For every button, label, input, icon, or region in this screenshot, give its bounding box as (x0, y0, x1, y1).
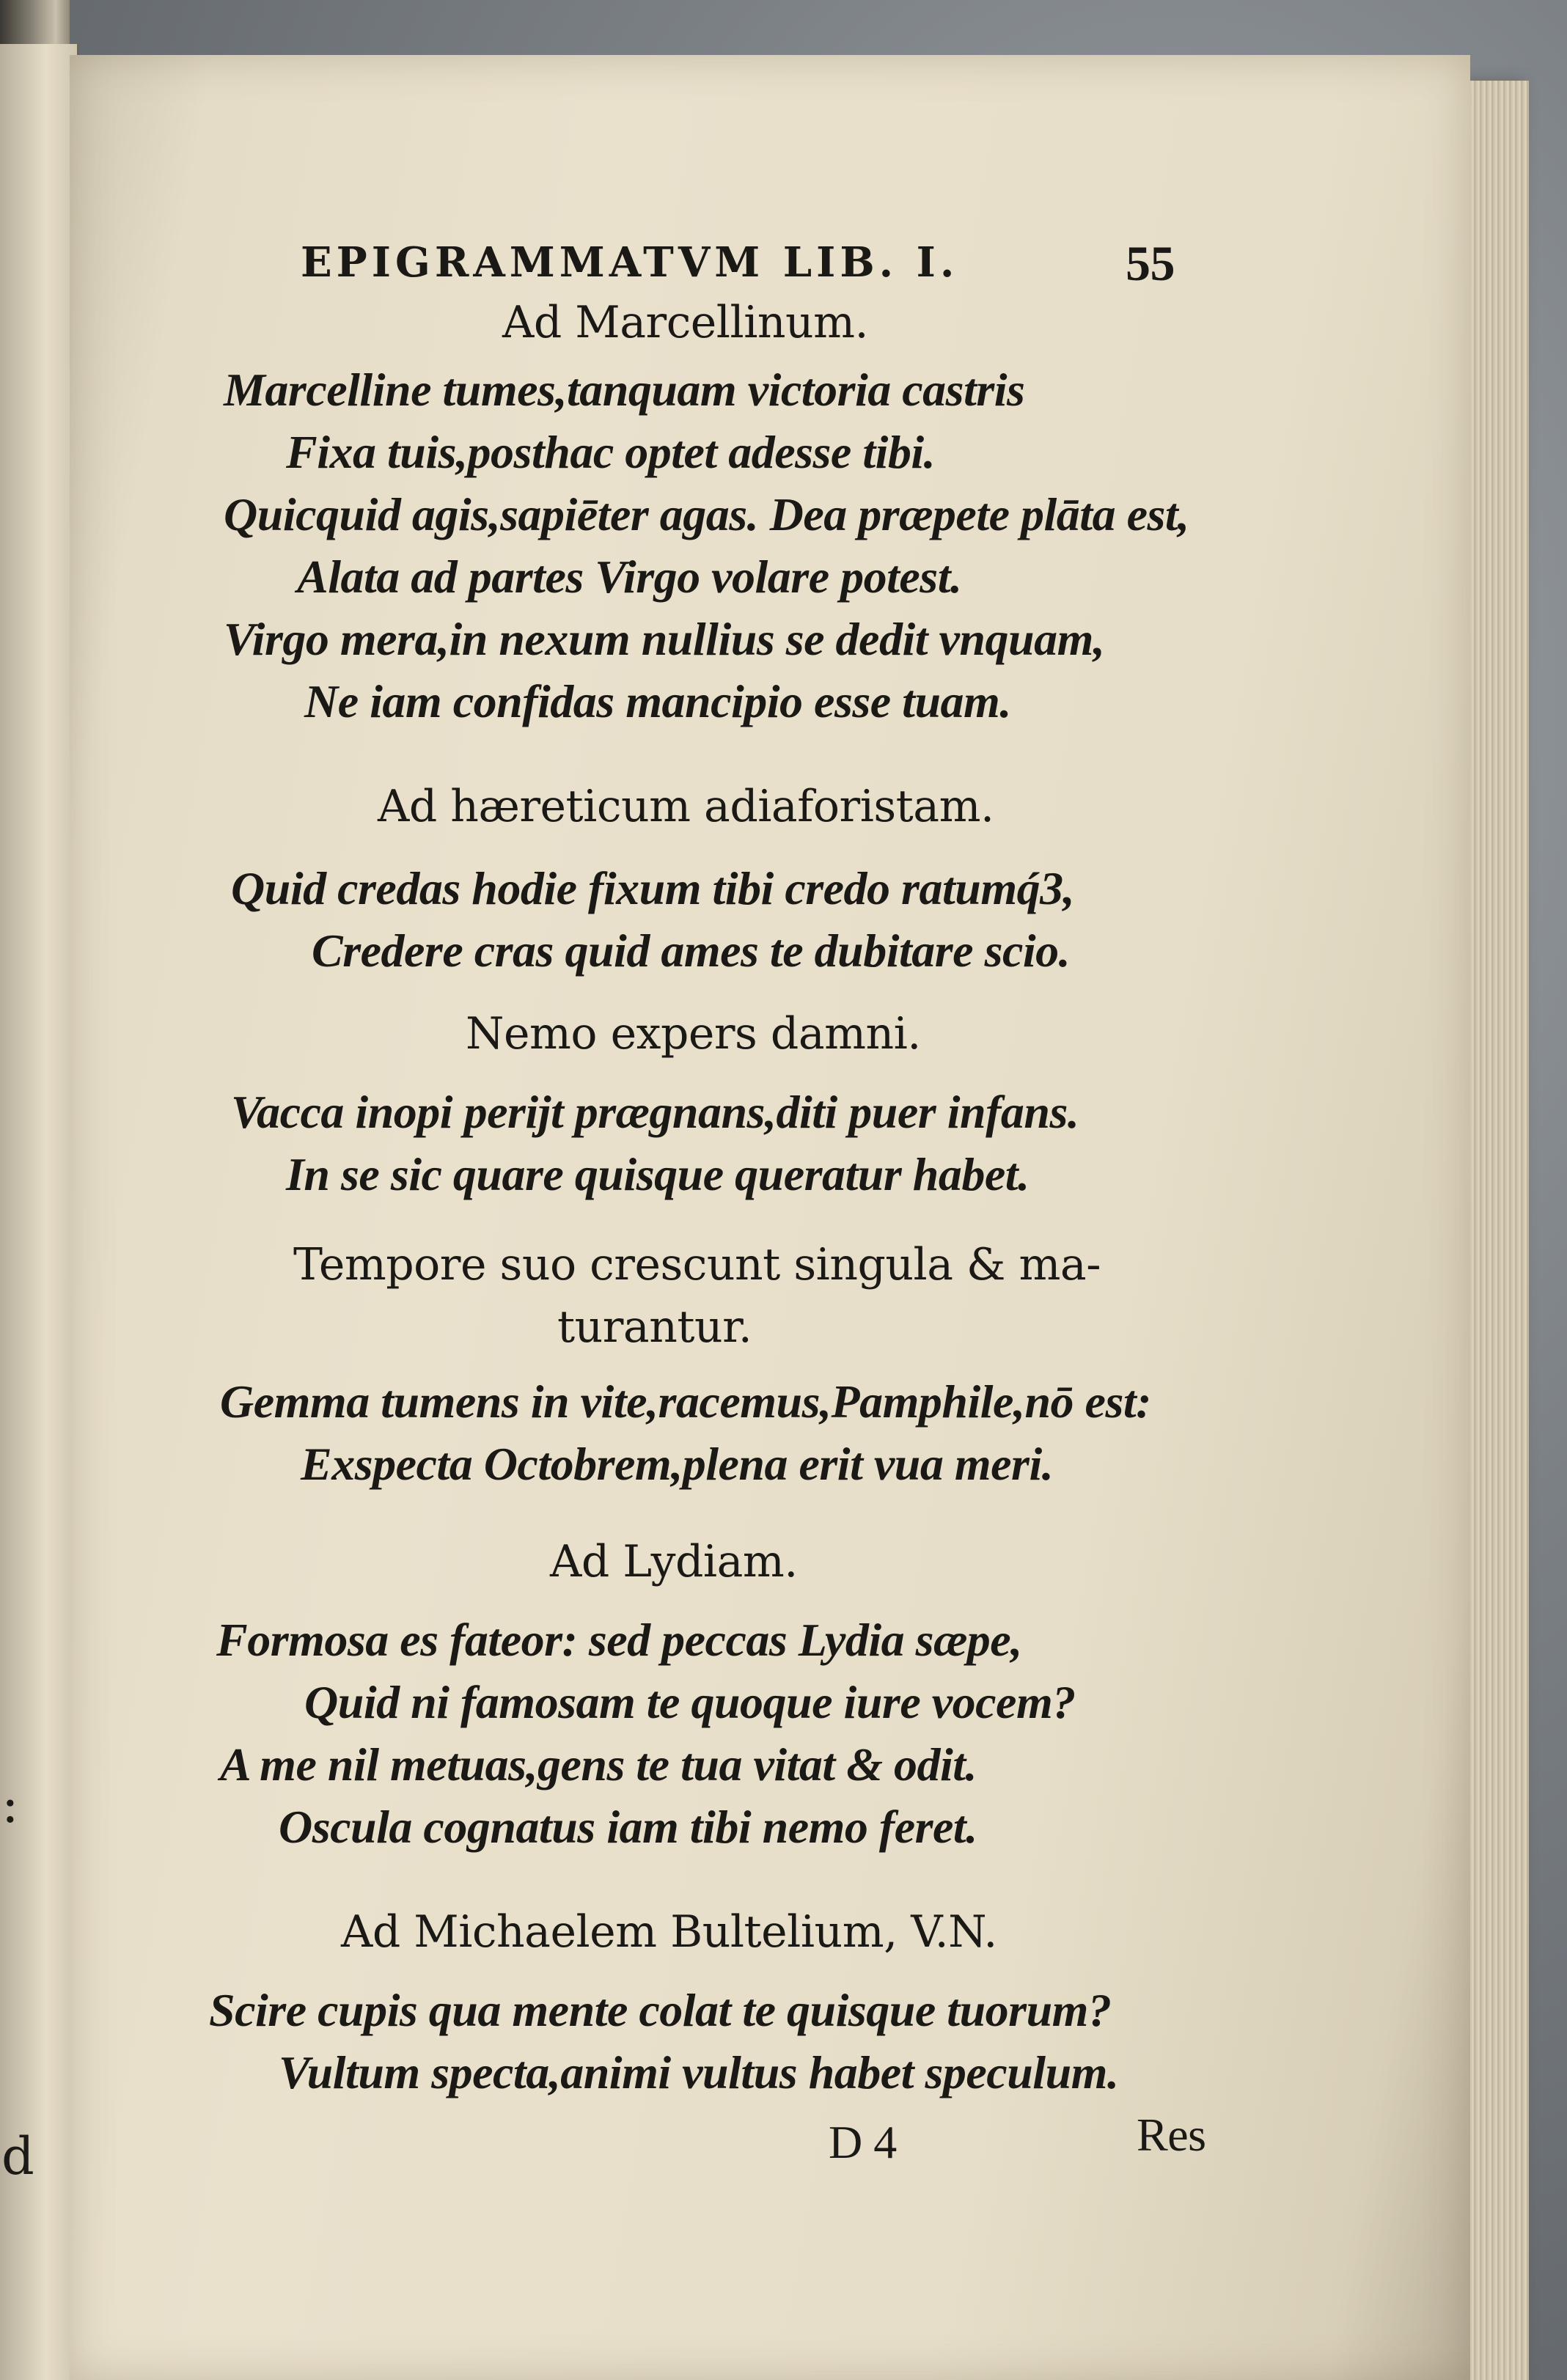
verse-line: Exspecta Octobrem,plena erit vua meri. (301, 1438, 1054, 1490)
verse-line: Credere cras quid ames te dubitare scio. (312, 925, 1071, 977)
verse-line: Vacca inopi perijt prægnans,diti puer infans. (231, 1086, 1079, 1138)
poem-title: Ad Michaelem Bultelium, V.N. (341, 1906, 997, 1958)
poem-title: Ad Lydiam. (550, 1536, 798, 1587)
left-mark-colon: : (1, 1774, 19, 1834)
verse-line: Quid credas hodie fixum tibi credo ratumq́3, (231, 862, 1075, 914)
verse-line: In se sic quare quisque queratur habet. (286, 1148, 1030, 1200)
verse-line: Quicquid agis,sapiēter agas. Dea præpete plāta est, (224, 488, 1189, 540)
verse-line: Gemma tumens in vite,racemus,Pamphile,nō est: (220, 1376, 1151, 1428)
catchword: Res (1137, 2109, 1206, 2161)
signature-mark: D 4 (829, 2116, 897, 2168)
poem-title-continued: turantur. (557, 1301, 752, 1353)
verse-line: Oscula cognatus iam tibi nemo feret. (279, 1801, 977, 1853)
verse-line: A me nil metuas,gens te tua vitat & odit. (220, 1738, 977, 1790)
verse-line: Fixa tuis,posthac optet adesse tibi. (286, 426, 936, 478)
page-number: 55 (1126, 235, 1175, 291)
verse-line: Virgo mera,in nexum nullius se dedit vnquam, (224, 613, 1105, 665)
book-page (70, 55, 1470, 2380)
poem-title: Ad Marcellinum. (502, 297, 869, 348)
verse-line: Quid ni famosam te quoque iure vocem? (304, 1676, 1076, 1728)
verse-line: Alata ad partes Virgo volare potest. (297, 551, 962, 603)
verse-line: Marcelline tumes,tanquam victoria castris (224, 364, 1025, 416)
poem-title: Tempore suo crescunt singula & ma- (293, 1239, 1101, 1290)
poem-title: Ad hæreticum adiaforistam. (378, 781, 994, 832)
verse-line: Scire cupis qua mente colat te quisque tuorum? (209, 1984, 1112, 2036)
left-page-fragments (0, 0, 44, 2380)
poem-title: Nemo expers damni. (466, 1008, 921, 1059)
running-title: EPIGRAMMATVM LIB. I. (301, 238, 959, 287)
verse-line: Ne iam confidas mancipio esse tuam. (304, 675, 1011, 727)
verse-line: Vultum specta,animi vultus habet speculum. (279, 2046, 1119, 2098)
verse-line: Formosa es fateor: sed peccas Lydia sæpe, (216, 1614, 1022, 1666)
left-mark-d: d (1, 2126, 34, 2186)
